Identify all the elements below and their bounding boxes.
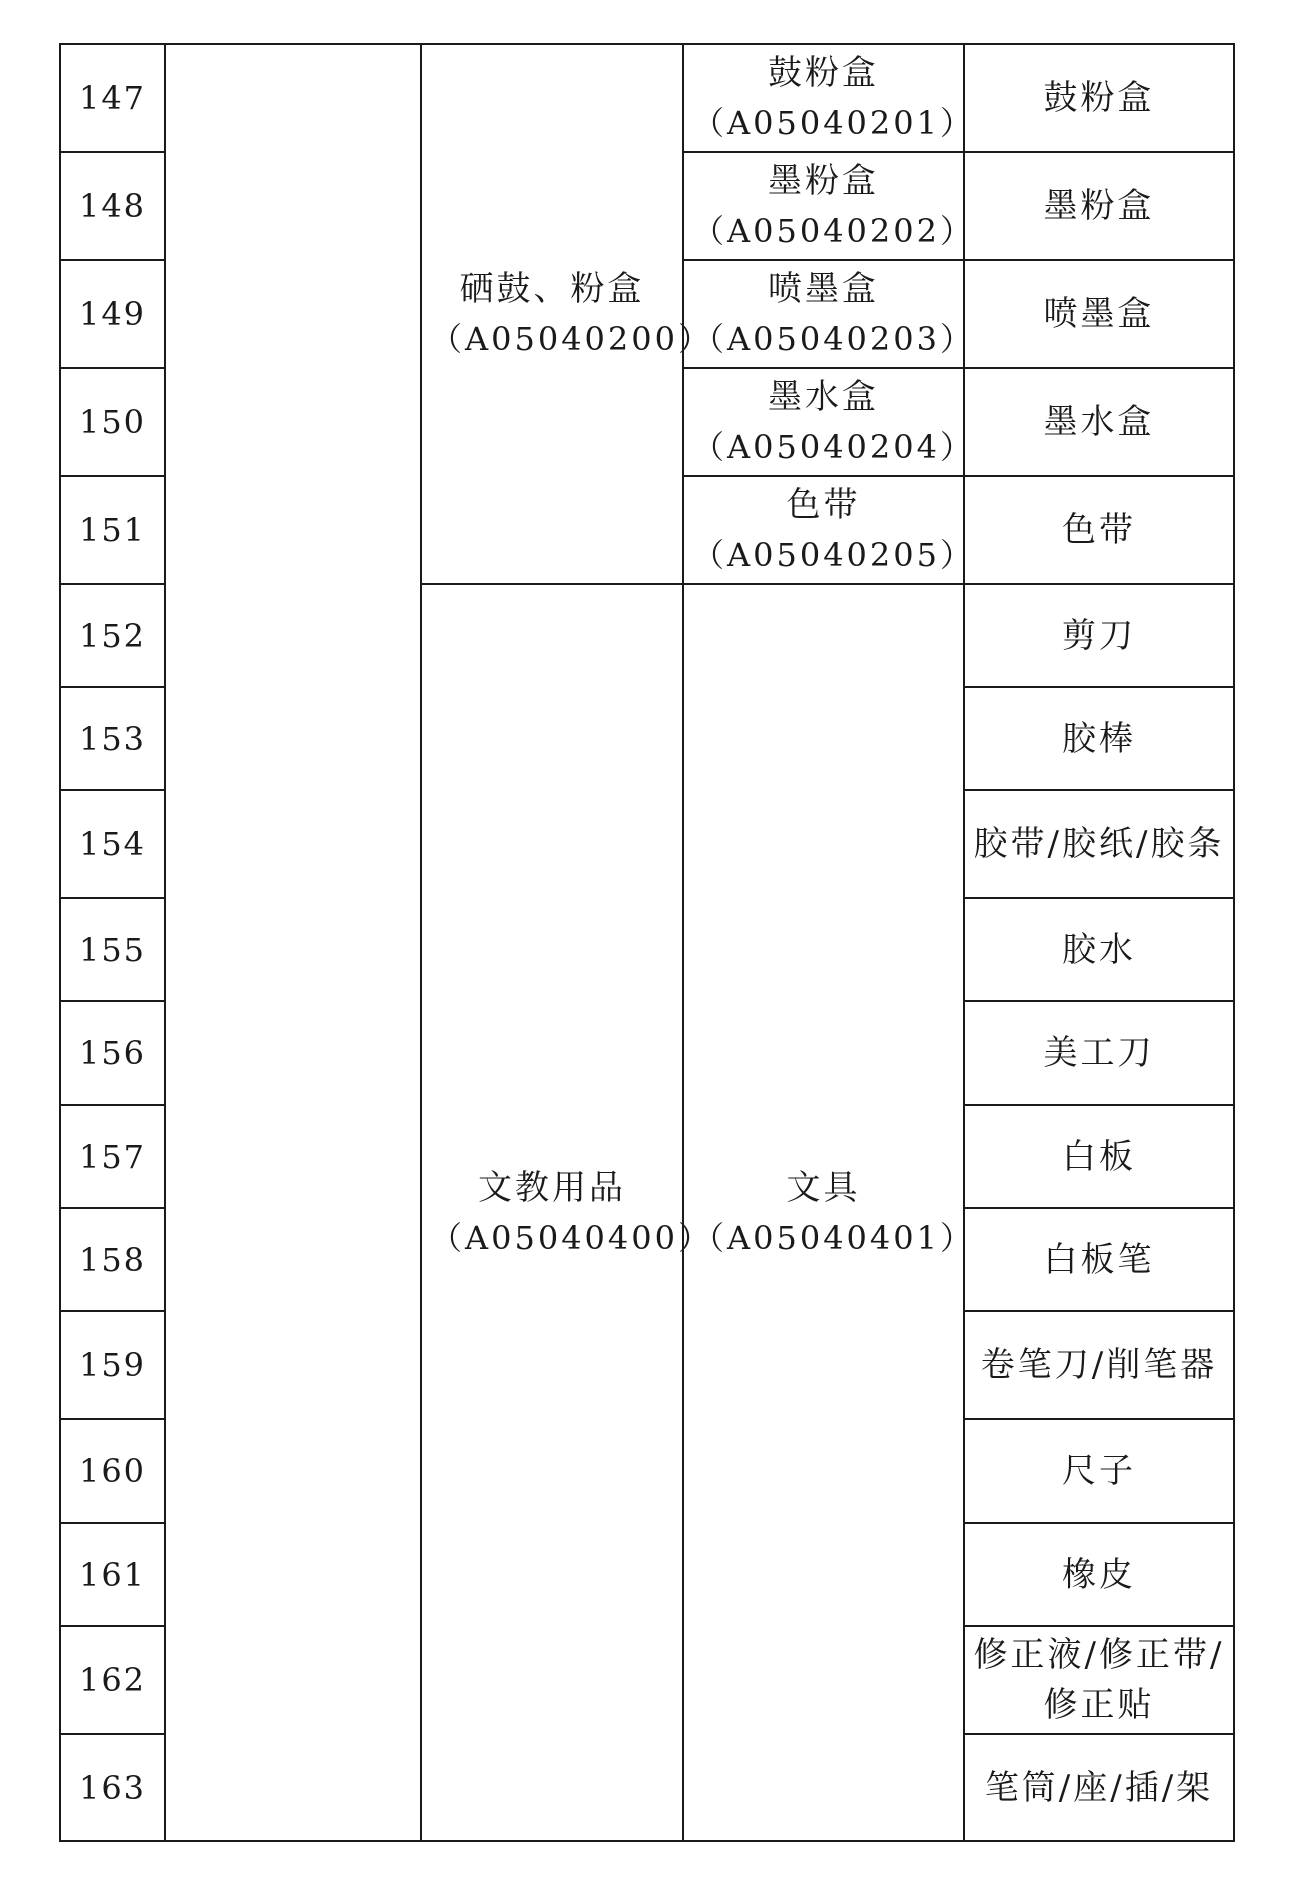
category-cell-toner-cartridges xyxy=(421,44,713,584)
row-number: 156 xyxy=(60,1001,165,1105)
item-name: 鼓粉盒 xyxy=(964,44,1234,152)
subcategory-code: （A05040203） xyxy=(692,320,975,358)
category-code: （A05040400） xyxy=(430,1218,713,1257)
item-name: 白板 xyxy=(964,1105,1234,1208)
row-number: 159 xyxy=(60,1311,165,1419)
subcategory-cell xyxy=(683,260,975,368)
item-name: 胶棒 xyxy=(964,687,1234,790)
subcategory-name: 墨水盒 xyxy=(768,377,879,417)
item-name: 剪刀 xyxy=(964,584,1234,687)
category-name: 硒鼓、粉盒 xyxy=(459,269,645,309)
item-name: 喷墨盒 xyxy=(964,260,1234,368)
row-number: 148 xyxy=(60,152,165,260)
row-number: 158 xyxy=(60,1208,165,1311)
subcategory-code: （A05040202） xyxy=(692,212,975,250)
item-name: 修正液/修正带/修正贴 xyxy=(964,1626,1234,1734)
row-number: 151 xyxy=(60,476,165,584)
subcategory-code: （A05040201） xyxy=(692,104,975,142)
row-number: 147 xyxy=(60,44,165,152)
category-cell-stationery xyxy=(421,584,713,1841)
item-name: 胶水 xyxy=(964,898,1234,1001)
item-name: 笔筒/座/插/架 xyxy=(964,1734,1234,1841)
subcategory-code: （A05040205） xyxy=(692,536,975,574)
category-name: 文教用品 xyxy=(478,1167,626,1208)
subcategory-name: 文具 xyxy=(786,1167,861,1208)
row-number: 160 xyxy=(60,1419,165,1523)
row-number: 155 xyxy=(60,898,165,1001)
subcategory-code: （A05040401） xyxy=(692,1218,975,1257)
empty-category-cell xyxy=(165,44,421,1841)
row-number: 161 xyxy=(60,1523,165,1626)
row-number: 152 xyxy=(60,584,165,687)
item-name: 尺子 xyxy=(964,1419,1234,1523)
row-number: 162 xyxy=(60,1626,165,1734)
subcategory-name: 喷墨盒 xyxy=(768,269,879,309)
subcategory-name: 鼓粉盒 xyxy=(768,53,879,93)
subcategory-cell xyxy=(683,44,975,152)
row-number: 149 xyxy=(60,260,165,368)
item-name: 美工刀 xyxy=(964,1001,1234,1105)
category-code: （A05040200） xyxy=(430,320,713,358)
subcategory-cell xyxy=(683,368,975,476)
item-name: 色带 xyxy=(964,476,1234,584)
item-name: 墨粉盒 xyxy=(964,152,1234,260)
subcategory-name: 色带 xyxy=(786,485,861,525)
row-number: 163 xyxy=(60,1734,165,1841)
row-number: 154 xyxy=(60,790,165,898)
row-number: 150 xyxy=(60,368,165,476)
procurement-catalog-table xyxy=(59,43,1235,1842)
item-name: 胶带/胶纸/胶条 xyxy=(964,790,1234,898)
subcategory-code: （A05040204） xyxy=(692,428,975,466)
row-number: 153 xyxy=(60,687,165,790)
subcategory-name: 墨粉盒 xyxy=(768,161,879,201)
subcategory-cell-stationery xyxy=(683,584,975,1841)
item-name: 墨水盒 xyxy=(964,368,1234,476)
item-name: 橡皮 xyxy=(964,1523,1234,1626)
item-name: 卷笔刀/削笔器 xyxy=(964,1311,1234,1419)
item-name: 白板笔 xyxy=(964,1208,1234,1311)
table-row xyxy=(60,44,1234,152)
subcategory-cell xyxy=(683,476,975,584)
subcategory-cell xyxy=(683,152,975,260)
row-number: 157 xyxy=(60,1105,165,1208)
